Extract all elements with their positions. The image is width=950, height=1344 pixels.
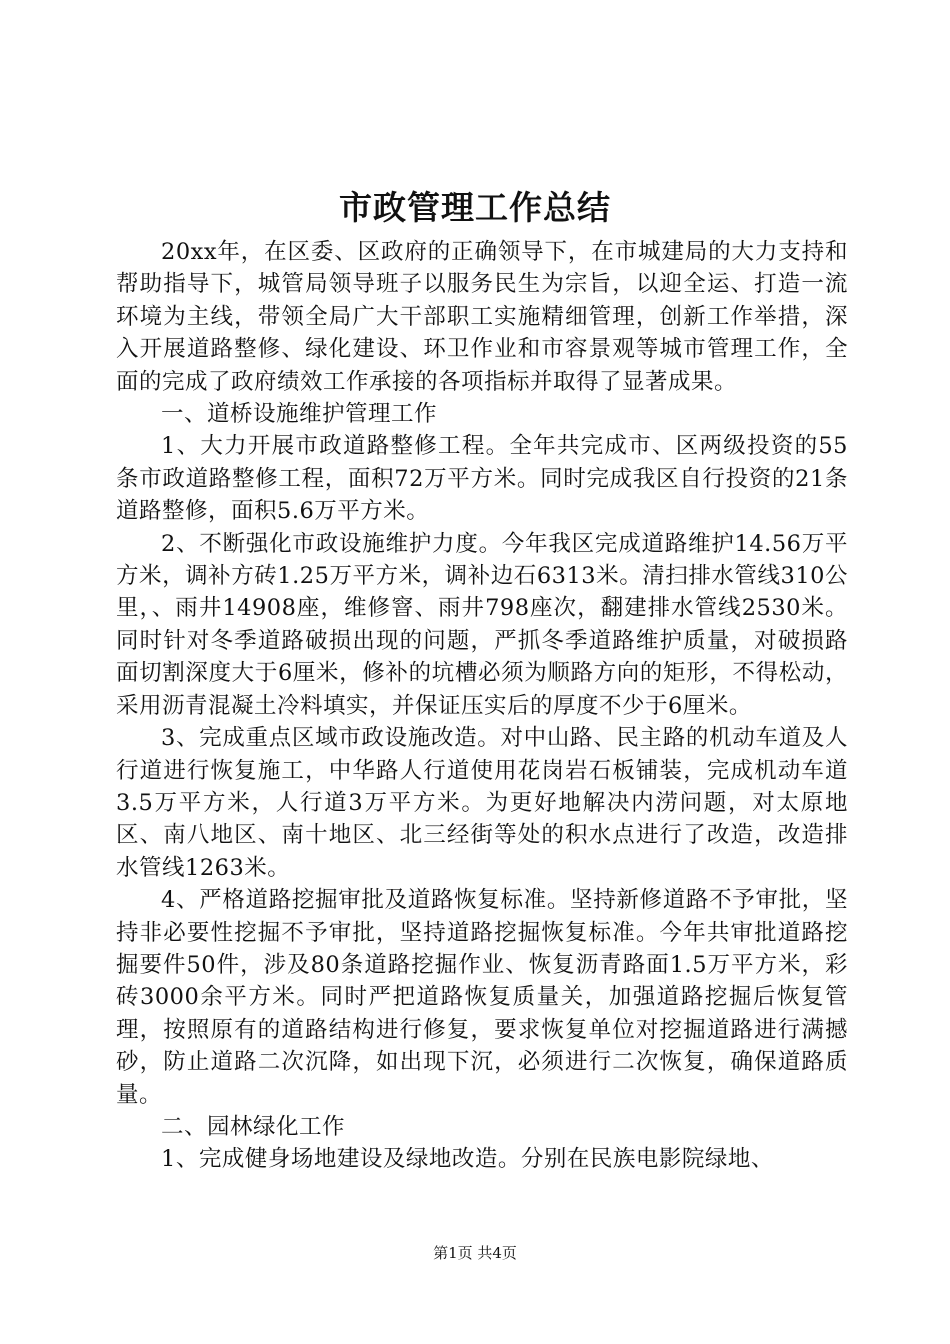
- document-body: [116, 236, 848, 1176]
- section-heading-greening: 二、园林绿化工作: [161, 1113, 346, 1140]
- paragraph-road-repair: 1、大力开展市政道路整修工程。全年共完成市、区两级投资的55条市政道路整修工程，面积72万平方米。同时完成我区自行投资的21条道路整修，面积5.6万平方米。: [116, 433, 848, 525]
- page-footer: 第1页 共4页: [433, 1244, 517, 1262]
- section-heading-roads: 一、道桥设施维护管理工作: [161, 401, 438, 428]
- paragraph-intro: 20xx年，在区委、区政府的正确领导下，在市城建局的大力支持和帮助指导下，城管局领导班子以服务民生为宗旨，以迎全运、打造一流环境为主线，带领全局广大干部职工实施精细管理，创新工作举措，深入开展道路整修、绿化建设、环卫作业和市容景观等城市管理工作，全面的完成了政府绩效工作承接的各项指标并取得了显著成果。: [116, 239, 848, 395]
- paragraph-fitness-sites: 1、完成健身场地建设及绿地改造。分别在民族电影院绿地、: [161, 1146, 774, 1173]
- paragraph-key-area-renovation: 3、完成重点区域市政设施改造。对中山路、民主路的机动车道及人行道进行恢复施工，中华路人行道使用花岗岩石板铺装，完成机动车道3.5万平方米，人行道3万平方米。为更好地解决内涝问题，对太原地区、南八地区、南十地区、北三经街等处的积水点进行了改造，改造排水管线1263米。: [116, 725, 848, 881]
- document-title: 市政管理工作总结: [339, 188, 611, 227]
- paragraph-facility-maintenance: 2、不断强化市政设施维护力度。今年我区完成道路维护14.56万平方米，调补方砖1.25万平方米，调补边石6313米。清扫排水管线310公里，、雨井14908座，维修窨、雨井798座次，翻建排水管线2530米。同时针对冬季道路破损出现的问题，严抓冬季道路维护质量，对破损路面切割深度大于6厘米，修补的坑槽必须为顺路方向的矩形，不得松动，采用沥青混凝土冷料填实，并保证压实后的厚度不少于6厘米。: [116, 530, 848, 719]
- paragraph-excavation-approval: 4、严格道路挖掘审批及道路恢复标准。坚持新修道路不予审批，坚持非必要性挖掘不予审批，坚持道路挖掘恢复标准。今年共审批道路挖掘要件50件，涉及80条道路挖掘作业、恢复沥青路面1.5万平方米，彩砖3000余平方米。同时严把道路恢复质量关，加强道路挖掘后恢复管理，按照原有的道路结构进行修复，要求恢复单位对挖掘道路进行满撼砂，防止道路二次沉降，如出现下沉，必须进行二次恢复，确保道路质量。: [116, 887, 848, 1108]
